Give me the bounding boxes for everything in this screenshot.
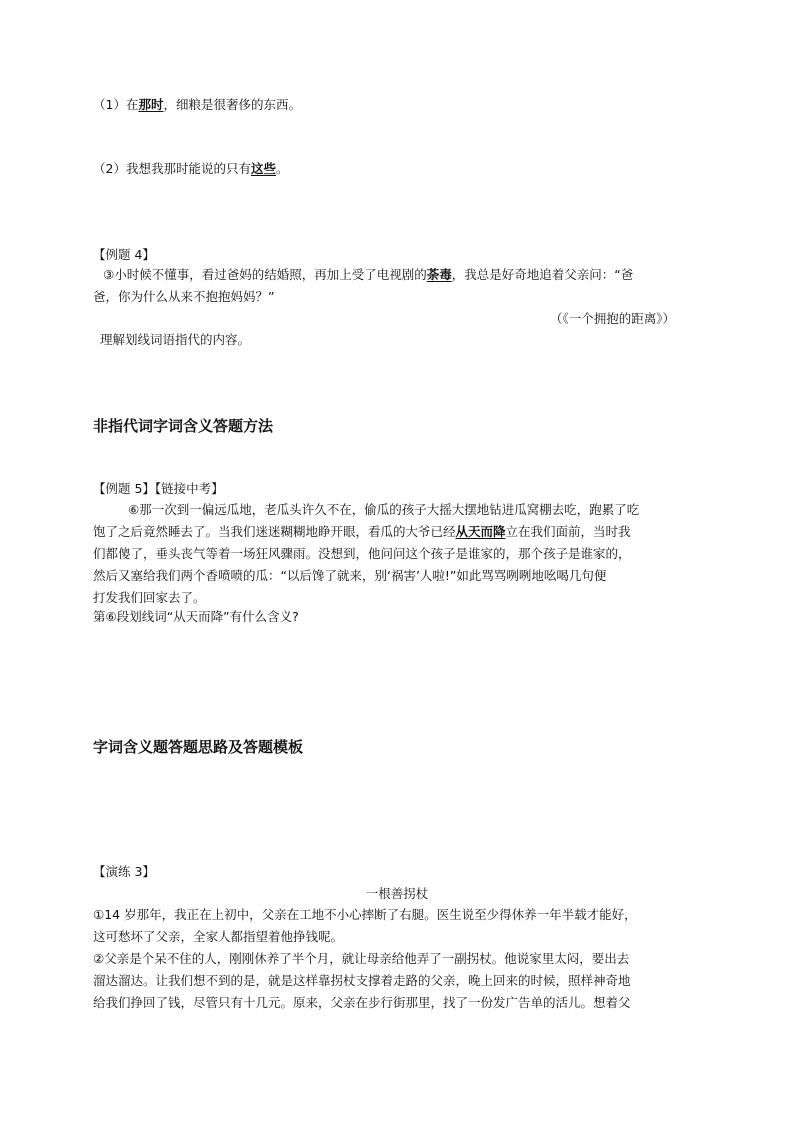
example-5-line-2-suffix: 立在我们面前，当时我 [505,524,631,539]
question-2 [93,160,289,178]
example-4-underlined-word: 荼毒 [426,267,452,282]
question-2-underlined-word: 这些 [250,161,276,176]
example-4-line-1-prefix: ③小时候不懂事，看过爸妈的结婚照，再加上受了电视剧的 [103,267,427,282]
example-5-line-2-prefix: 饱了之后竟然睡去了。当我们迷迷糊糊地睁开眼，看瓜的大爷已经 [93,524,456,539]
example-4-line-1 [103,266,633,284]
example-4-line-2: 爸，你为什么从来不抱抱妈妈？” [93,289,275,304]
question-1-suffix: ，细粮是很奢侈的东西。 [163,97,301,112]
question-2-prefix: （2）我想我那时能说的只有 [93,161,251,176]
example-4-line-1-suffix: ，我总是好奇地追着父亲问：“爸 [451,267,634,282]
practice-3-paragraph-2-line-3: 给我们挣回了钱，尽管只有十几元。原来，父亲在步行街那里，找了一份发广告单的活儿。想着父 [93,995,631,1010]
question-1-underlined-word: 那时 [138,97,164,112]
question-1 [93,96,301,114]
practice-3-paragraph-1-line-1: ①14 岁那年，我正在上初中，父亲在工地不小心摔断了右腿。医生说至少得休养一年半载才能好， [93,907,637,922]
section-heading-non-pronoun-method: 非指代词字词含义答题方法 [93,417,274,435]
practice-3-paragraph-2-line-2: 溜达溜达。让我们想不到的是，就是这样靠拐杖支撑着走路的父亲，晚上回来的时候，照样神奇地 [93,973,631,988]
practice-3-paragraph-1-line-2: 这可愁坏了父亲，全家人都指望着他挣钱呢。 [93,929,344,944]
example-5-label: 【例题 5】【链接中考】 [93,481,224,496]
example-5-question: 第⑥段划线词“从天而降”有什么含义? [93,609,299,624]
example-5-line-4: 然后又塞给我们两个香喷喷的瓜：“以后馋了就来，别‘祸害’人啦!”如此骂骂咧咧地吆喝几句便 [93,568,607,583]
question-1-prefix: （1）在 [93,97,139,112]
section-heading-answer-template: 字词含义题答题思路及答题模板 [93,738,304,756]
example-5-line-1: ⑥那一次到一偏远瓜地，老瓜头许久不在，偷瓜的孩子大摇大摆地钻进瓜窝棚去吃，跑累了吃 [128,502,640,517]
question-2-suffix: 。 [275,161,289,176]
example-5-line-5: 打发我们回家去了。 [93,590,206,605]
practice-3-paragraph-2-line-1: ②父亲是个呆不住的人，刚刚休养了半个月，就让母亲给他弄了一副拐杖。他说家里太闷，要出去 [93,951,630,966]
example-4-source: （《一个拥抱的距离》） [550,311,676,326]
example-5-underlined-word: 从天而降 [455,524,506,539]
practice-3-label: 【演练 3】 [93,864,155,879]
example-4-label: 【例题 4】 [93,247,155,262]
example-4-task: 理解划线词语指代的内容。 [100,332,251,347]
example-5-line-2 [93,523,631,541]
practice-3-title: 一根善拐杖 [365,886,429,901]
example-5-line-3: 们都傻了，垂头丧气等着一场狂风骤雨。没想到，他问问这个孩子是谁家的，那个孩子是谁家的， [93,546,631,561]
